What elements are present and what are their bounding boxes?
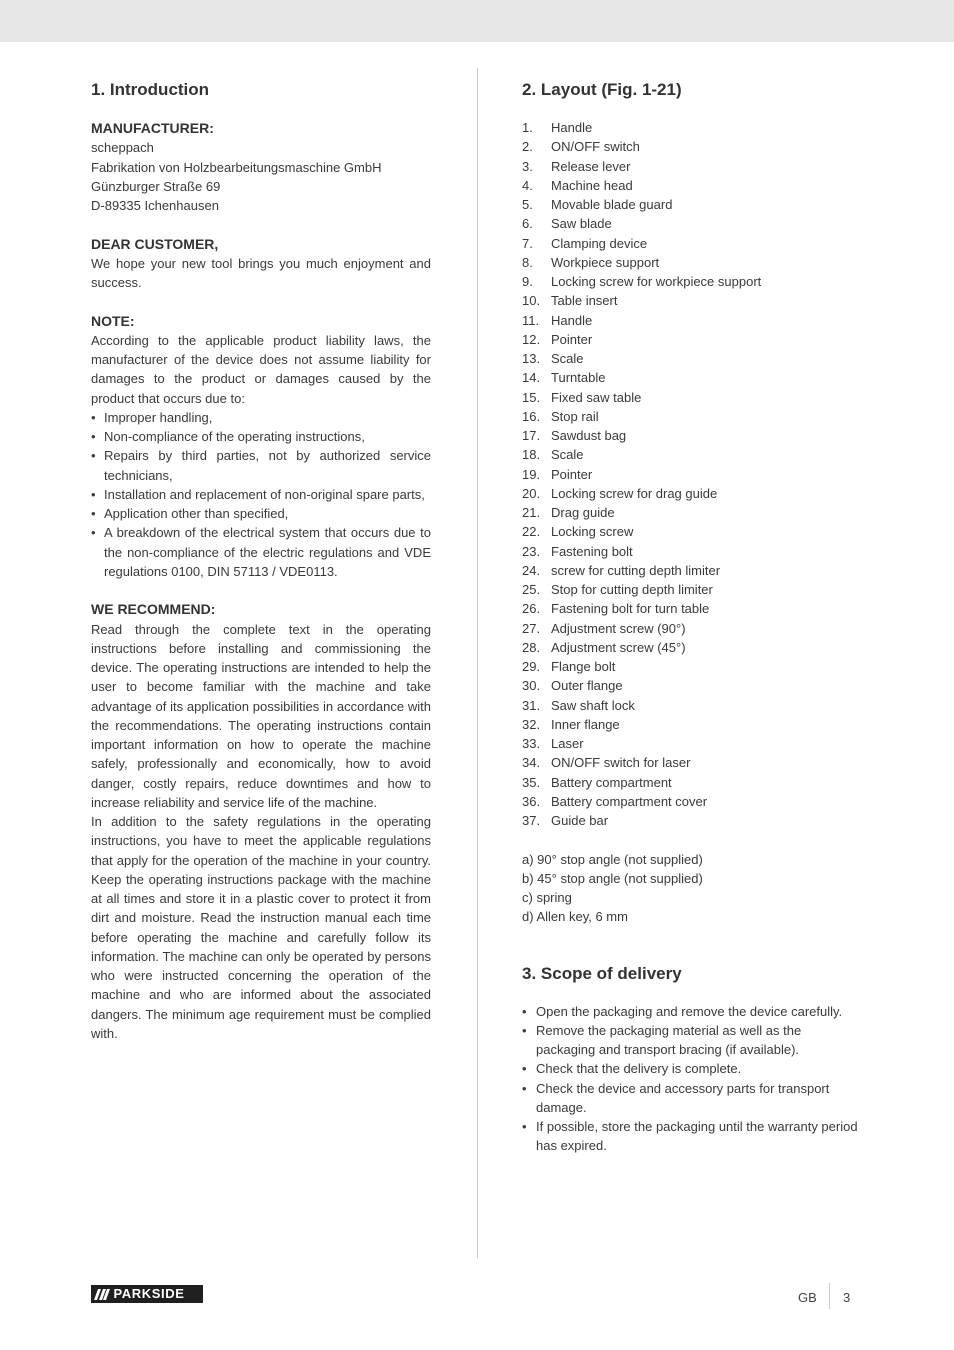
- part-number: 16.: [522, 408, 541, 424]
- manufacturer-heading: MANUFACTURER:: [91, 120, 214, 136]
- language-code: GB: [798, 1290, 817, 1305]
- part-number: 35.: [522, 774, 541, 790]
- part-item: [522, 676, 864, 695]
- part-item: [522, 291, 864, 310]
- recommend-paragraph: In addition to the safety regulations in the operating instructions, you have to meet the applicable regulations that apply for the operation of the machine in your country. Keep the operating instructions package with the machine at all times and store it in a plastic cover to protect it from dirt and moisture. Read the instruction manual each time before operating the machine and carefully follow its information. The machine can only be operated by persons who were instructed concerning the operation of the machine and who are informed about the associated dangers. The minimum age requirement must be complied with.: [91, 814, 431, 1041]
- part-number: 8.: [522, 254, 533, 270]
- introduction-title: 1. Introduction: [91, 80, 210, 99]
- part-item: [522, 388, 864, 407]
- list-item: • Installation and replacement of non-original spare parts,: [91, 485, 431, 504]
- parts-list: [522, 118, 864, 830]
- part-label: Pointer: [551, 331, 593, 347]
- part-number: 9.: [522, 274, 533, 289]
- part-label: Movable blade guard: [551, 197, 673, 212]
- column-divider: [477, 68, 478, 1258]
- list-item: b) 45° stop angle (not supplied): [522, 870, 703, 886]
- part-number: 7.: [522, 235, 533, 251]
- part-number: 36.: [522, 793, 541, 809]
- part-number: 15.: [522, 389, 541, 405]
- part-item: [522, 214, 864, 233]
- part-item: [522, 253, 864, 272]
- list-item: • Open the packaging and remove the device carefully.: [522, 1002, 864, 1021]
- manufacturer-line: Fabrikation von Holzbearbeitungsmaschine GmbH: [91, 159, 382, 175]
- page-top-band: [0, 0, 954, 42]
- list-item: • Remove the packaging material as well as the packaging and transport bracing (if available).: [522, 1021, 864, 1060]
- part-item: [522, 407, 864, 426]
- part-number: 27.: [522, 620, 541, 636]
- liability-list: [91, 408, 431, 581]
- part-label: Saw shaft lock: [551, 697, 635, 713]
- logo-text: PARKSIDE: [113, 1286, 185, 1301]
- part-item: [522, 811, 864, 830]
- part-number: 14.: [522, 370, 541, 386]
- part-item: [522, 368, 864, 387]
- part-number: 29.: [522, 659, 541, 674]
- part-label: Fastening bolt: [551, 543, 633, 559]
- part-label: Adjustment screw (45°): [551, 639, 686, 655]
- list-item: • Improper handling,: [91, 408, 431, 427]
- part-item: [522, 753, 864, 772]
- part-item: [522, 195, 864, 214]
- part-item: [522, 619, 864, 638]
- part-item: [522, 176, 864, 195]
- part-item: [522, 696, 864, 715]
- part-label: Battery compartment cover: [551, 793, 708, 809]
- manufacturer-address: [91, 138, 431, 215]
- layout-title: 2. Layout (Fig. 1-21): [522, 80, 682, 99]
- part-item: [522, 118, 864, 137]
- part-number: 32.: [522, 716, 541, 732]
- list-item: • Check that the delivery is complete.: [522, 1059, 864, 1078]
- part-label: Clamping device: [551, 235, 648, 251]
- note-text: According to the applicable product liability laws, the manufacturer of the device does not assume liability for damages to the product or damages caused by the product that occurs due to:: [91, 332, 431, 406]
- part-number: 4.: [522, 177, 533, 193]
- part-item: [522, 465, 864, 484]
- part-number: 31.: [522, 697, 541, 713]
- part-item: [522, 484, 864, 503]
- part-label: Inner flange: [551, 716, 620, 732]
- list-item: • Application other than specified,: [91, 504, 431, 523]
- part-number: 24.: [522, 562, 541, 578]
- part-label: screw for cutting depth limiter: [551, 562, 721, 578]
- part-number: 1.: [522, 120, 533, 135]
- scope-list: [522, 1002, 864, 1156]
- part-label: Adjustment screw (90°): [551, 620, 686, 636]
- part-number: 25.: [522, 582, 541, 597]
- part-label: Scale: [551, 351, 584, 366]
- part-label: ON/OFF switch for laser: [551, 755, 691, 771]
- part-number: 10.: [522, 293, 541, 309]
- part-label: Laser: [551, 736, 584, 751]
- part-number: 11.: [522, 312, 540, 328]
- list-item: • A breakdown of the electrical system that occurs due to the non-compliance of the electric regulations and VDE regulations 0100, DIN 57113 / VDE0113.: [91, 523, 431, 581]
- part-number: 17.: [522, 428, 541, 443]
- part-number: 5.: [522, 197, 533, 212]
- part-item: [522, 272, 864, 291]
- part-label: Stop for cutting depth limiter: [551, 582, 713, 597]
- page-number: 3: [843, 1290, 851, 1305]
- list-item: • Repairs by third parties, not by authorized service technicians,: [91, 446, 431, 485]
- part-item: [522, 734, 864, 753]
- part-item: [522, 657, 864, 676]
- part-label: Workpiece support: [551, 254, 660, 270]
- part-number: 2.: [522, 139, 533, 155]
- part-item: [522, 349, 864, 368]
- part-label: Battery compartment: [551, 774, 672, 790]
- part-number: 30.: [522, 678, 541, 694]
- scope-title: 3. Scope of delivery: [522, 963, 682, 983]
- part-item: [522, 561, 864, 580]
- recommend-paragraph: Read through the complete text in the operating instructions before installing and commissioning the device. The operating instructions are intended to help the user to become familiar with the machine and take advantage of its application possibilities in accordance with the recommendations. The operating instructions contain important information on how to operate the machine safely, professionally and economically, how to avoid danger, costly repairs, reduce downtimes and how to increase reliability and service life of the machine.: [91, 621, 431, 810]
- part-item: [522, 792, 864, 811]
- part-label: Stop rail: [551, 408, 599, 424]
- manufacturer-line: Günzburger Straße 69: [91, 178, 221, 194]
- part-number: 34.: [522, 755, 541, 771]
- part-item: [522, 715, 864, 734]
- logo-stripes-icon: [96, 1289, 110, 1300]
- part-item: [522, 445, 864, 464]
- list-item: • Check the device and accessory parts for transport damage.: [522, 1079, 864, 1118]
- part-item: [522, 330, 864, 349]
- list-item: a) 90° stop angle (not supplied): [522, 851, 703, 867]
- part-item: [522, 773, 864, 792]
- manufacturer-line: scheppach: [91, 140, 154, 156]
- part-number: 26.: [522, 601, 541, 617]
- part-label: Locking screw for drag guide: [551, 485, 718, 501]
- part-label: Handle: [551, 120, 593, 135]
- part-number: 3.: [522, 158, 533, 174]
- dear-customer-text: We hope your new tool brings you much enjoyment and success.: [91, 255, 431, 290]
- part-label: Drag guide: [551, 505, 615, 520]
- part-number: 6.: [522, 216, 533, 232]
- part-label: Flange bolt: [551, 659, 616, 674]
- part-label: Machine head: [551, 177, 633, 193]
- part-number: 28.: [522, 639, 541, 655]
- part-label: Fastening bolt for turn table: [551, 601, 710, 617]
- part-item: [522, 638, 864, 657]
- recommend-heading: WE RECOMMEND:: [91, 601, 216, 618]
- part-item: [522, 580, 864, 599]
- part-label: Locking screw: [551, 524, 634, 540]
- part-label: Sawdust bag: [551, 428, 627, 443]
- part-item: [522, 157, 864, 176]
- part-label: Pointer: [551, 466, 593, 482]
- part-item: [522, 503, 864, 522]
- part-label: Saw blade: [551, 216, 612, 232]
- part-number: 37.: [522, 813, 541, 828]
- part-label: Fixed saw table: [551, 389, 642, 405]
- list-item: • Non-compliance of the operating instructions,: [91, 427, 431, 446]
- part-label: ON/OFF switch: [551, 139, 640, 155]
- part-number: 21.: [522, 505, 541, 520]
- part-label: Guide bar: [551, 813, 609, 828]
- part-number: 20.: [522, 485, 541, 501]
- layout-column: [522, 78, 864, 1156]
- part-label: Handle: [551, 312, 593, 328]
- part-number: 33.: [522, 736, 541, 751]
- part-item: [522, 542, 864, 561]
- dear-customer-heading: DEAR CUSTOMER,: [91, 235, 219, 252]
- part-number: 19.: [522, 466, 541, 482]
- footer-divider: [829, 1283, 830, 1309]
- part-label: Release lever: [551, 158, 631, 174]
- part-label: Outer flange: [551, 678, 623, 694]
- part-label: Turntable: [551, 370, 606, 386]
- accessories-list: [522, 850, 864, 927]
- part-number: 23.: [522, 543, 541, 559]
- manufacturer-line: D-89335 Ichenhausen: [91, 198, 219, 213]
- parkside-logo: [91, 1285, 203, 1303]
- part-number: 18.: [522, 447, 541, 463]
- part-item: [522, 599, 864, 618]
- part-number: 22.: [522, 524, 541, 540]
- part-label: Locking screw for workpiece support: [551, 274, 762, 289]
- part-item: [522, 137, 864, 156]
- list-item: • If possible, store the packaging until the warranty period has expired.: [522, 1117, 864, 1156]
- part-item: [522, 522, 864, 541]
- part-item: [522, 311, 864, 330]
- part-item: [522, 426, 864, 445]
- note-heading: NOTE:: [91, 312, 135, 329]
- part-label: Table insert: [551, 293, 618, 309]
- part-label: Scale: [551, 447, 584, 463]
- part-number: 12.: [522, 331, 541, 347]
- list-item: d) Allen key, 6 mm: [522, 909, 628, 925]
- part-number: 13.: [522, 351, 541, 366]
- part-item: [522, 234, 864, 253]
- introduction-column: [91, 78, 431, 1043]
- list-item: c) spring: [522, 890, 572, 905]
